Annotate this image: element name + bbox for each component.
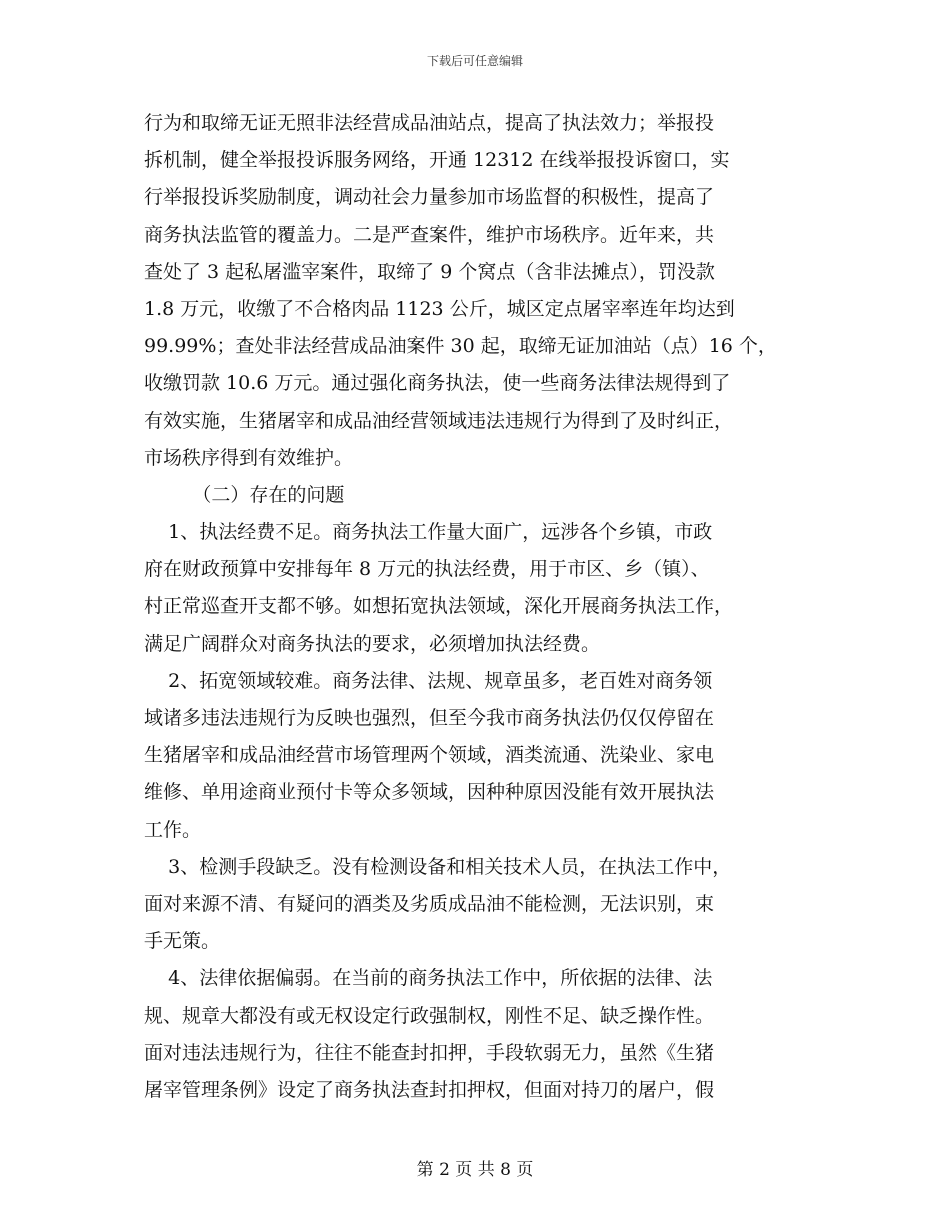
text-line: 面对违法违规行为，往往不能查封扣押，手段软弱无力，虽然《生猪	[144, 1041, 715, 1064]
text-line: 收缴罚款 10.6 万元。通过强化商务执法，使一些商务法律法规得到了	[144, 372, 731, 395]
text-line: 2、拓宽领域较难。商务法律、法规、规章虽多，老百姓对商务领	[144, 669, 713, 692]
text-line: 行为和取缔无证无照非法经营成品油站点，提高了执法效力；举报投	[144, 112, 715, 134]
text-line: 4、法律依据偏弱。在当前的商务执法工作中，所依据的法律、法	[144, 967, 713, 990]
body-text	[144, 105, 834, 1109]
text-line: 村正常巡查开支都不够。如想拓宽执法领域，深化开展商务执法工作，	[144, 595, 734, 618]
text-line: 府在财政预算中安排每年 8 万元的执法经费，用于市区、乡（镇）、	[144, 558, 710, 581]
section-heading: （二）存在的问题	[144, 483, 345, 506]
text-line: 生猪屠宰和成品油经营市场管理两个领域，酒类流通、洗染业、家电	[144, 744, 715, 767]
text-line: 面对来源不清、有疑问的酒类及劣质成品油不能检测，无法识别，束	[144, 892, 715, 915]
text-line: 维修、单用途商业预付卡等众多领域，因种种原因没能有效开展执法	[144, 781, 715, 804]
text-line: 屠宰管理条例》设定了商务执法查封扣押权，但面对持刀的屠户，假	[144, 1078, 715, 1101]
text-line: 商务执法监管的覆盖力。二是严查案件，维护市场秩序。近年来，共	[144, 223, 715, 246]
text-line: 域诸多违法违规行为反映也强烈，但至今我市商务执法仍仅仅停留在	[144, 707, 715, 729]
text-line: 3、检测手段缺乏。没有检测设备和相关技术人员，在执法工作中，	[144, 855, 732, 878]
text-line: 工作。	[144, 818, 202, 841]
text-line: 满足广阔群众对商务执法的要求，必须增加执法经费。	[144, 632, 601, 655]
page-header-note: 下载后可任意编辑	[426, 54, 523, 68]
text-line: 拆机制，健全举报投诉服务网络，开通 12312 在线举报投诉窗口，实	[144, 149, 730, 172]
text-line: 行举报投诉奖励制度，调动社会力量参加市场监督的积极性，提高了	[144, 186, 715, 209]
text-line: 手无策。	[144, 930, 221, 953]
text-line: 市场秩序得到有效维护。	[144, 446, 354, 469]
text-line: 有效实施，生猪屠宰和成品油经营领域违法违规行为得到了及时纠正，	[144, 409, 734, 432]
text-line: 规、规章大都没有或无权设定行政强制权，刚性不足、缺乏操作性。	[144, 1004, 715, 1027]
text-line: 1、执法经费不足。商务执法工作量大面广，远涉各个乡镇，市政	[144, 521, 713, 544]
text-line: 99.99%；查处非法经营成品油案件 30 起，取缔无证加油站（点）16 个，	[144, 335, 777, 358]
text-line: 查处了 3 起私屠滥宰案件，取缔了 9 个窝点（含非法摊点），罚没款	[144, 260, 715, 283]
text-line: 1.8 万元，收缴了不合格肉品 1123 公斤，城区定点屠宰率连年均达到	[144, 297, 735, 320]
page-number: 第 2 页 共 8 页	[416, 1160, 534, 1180]
